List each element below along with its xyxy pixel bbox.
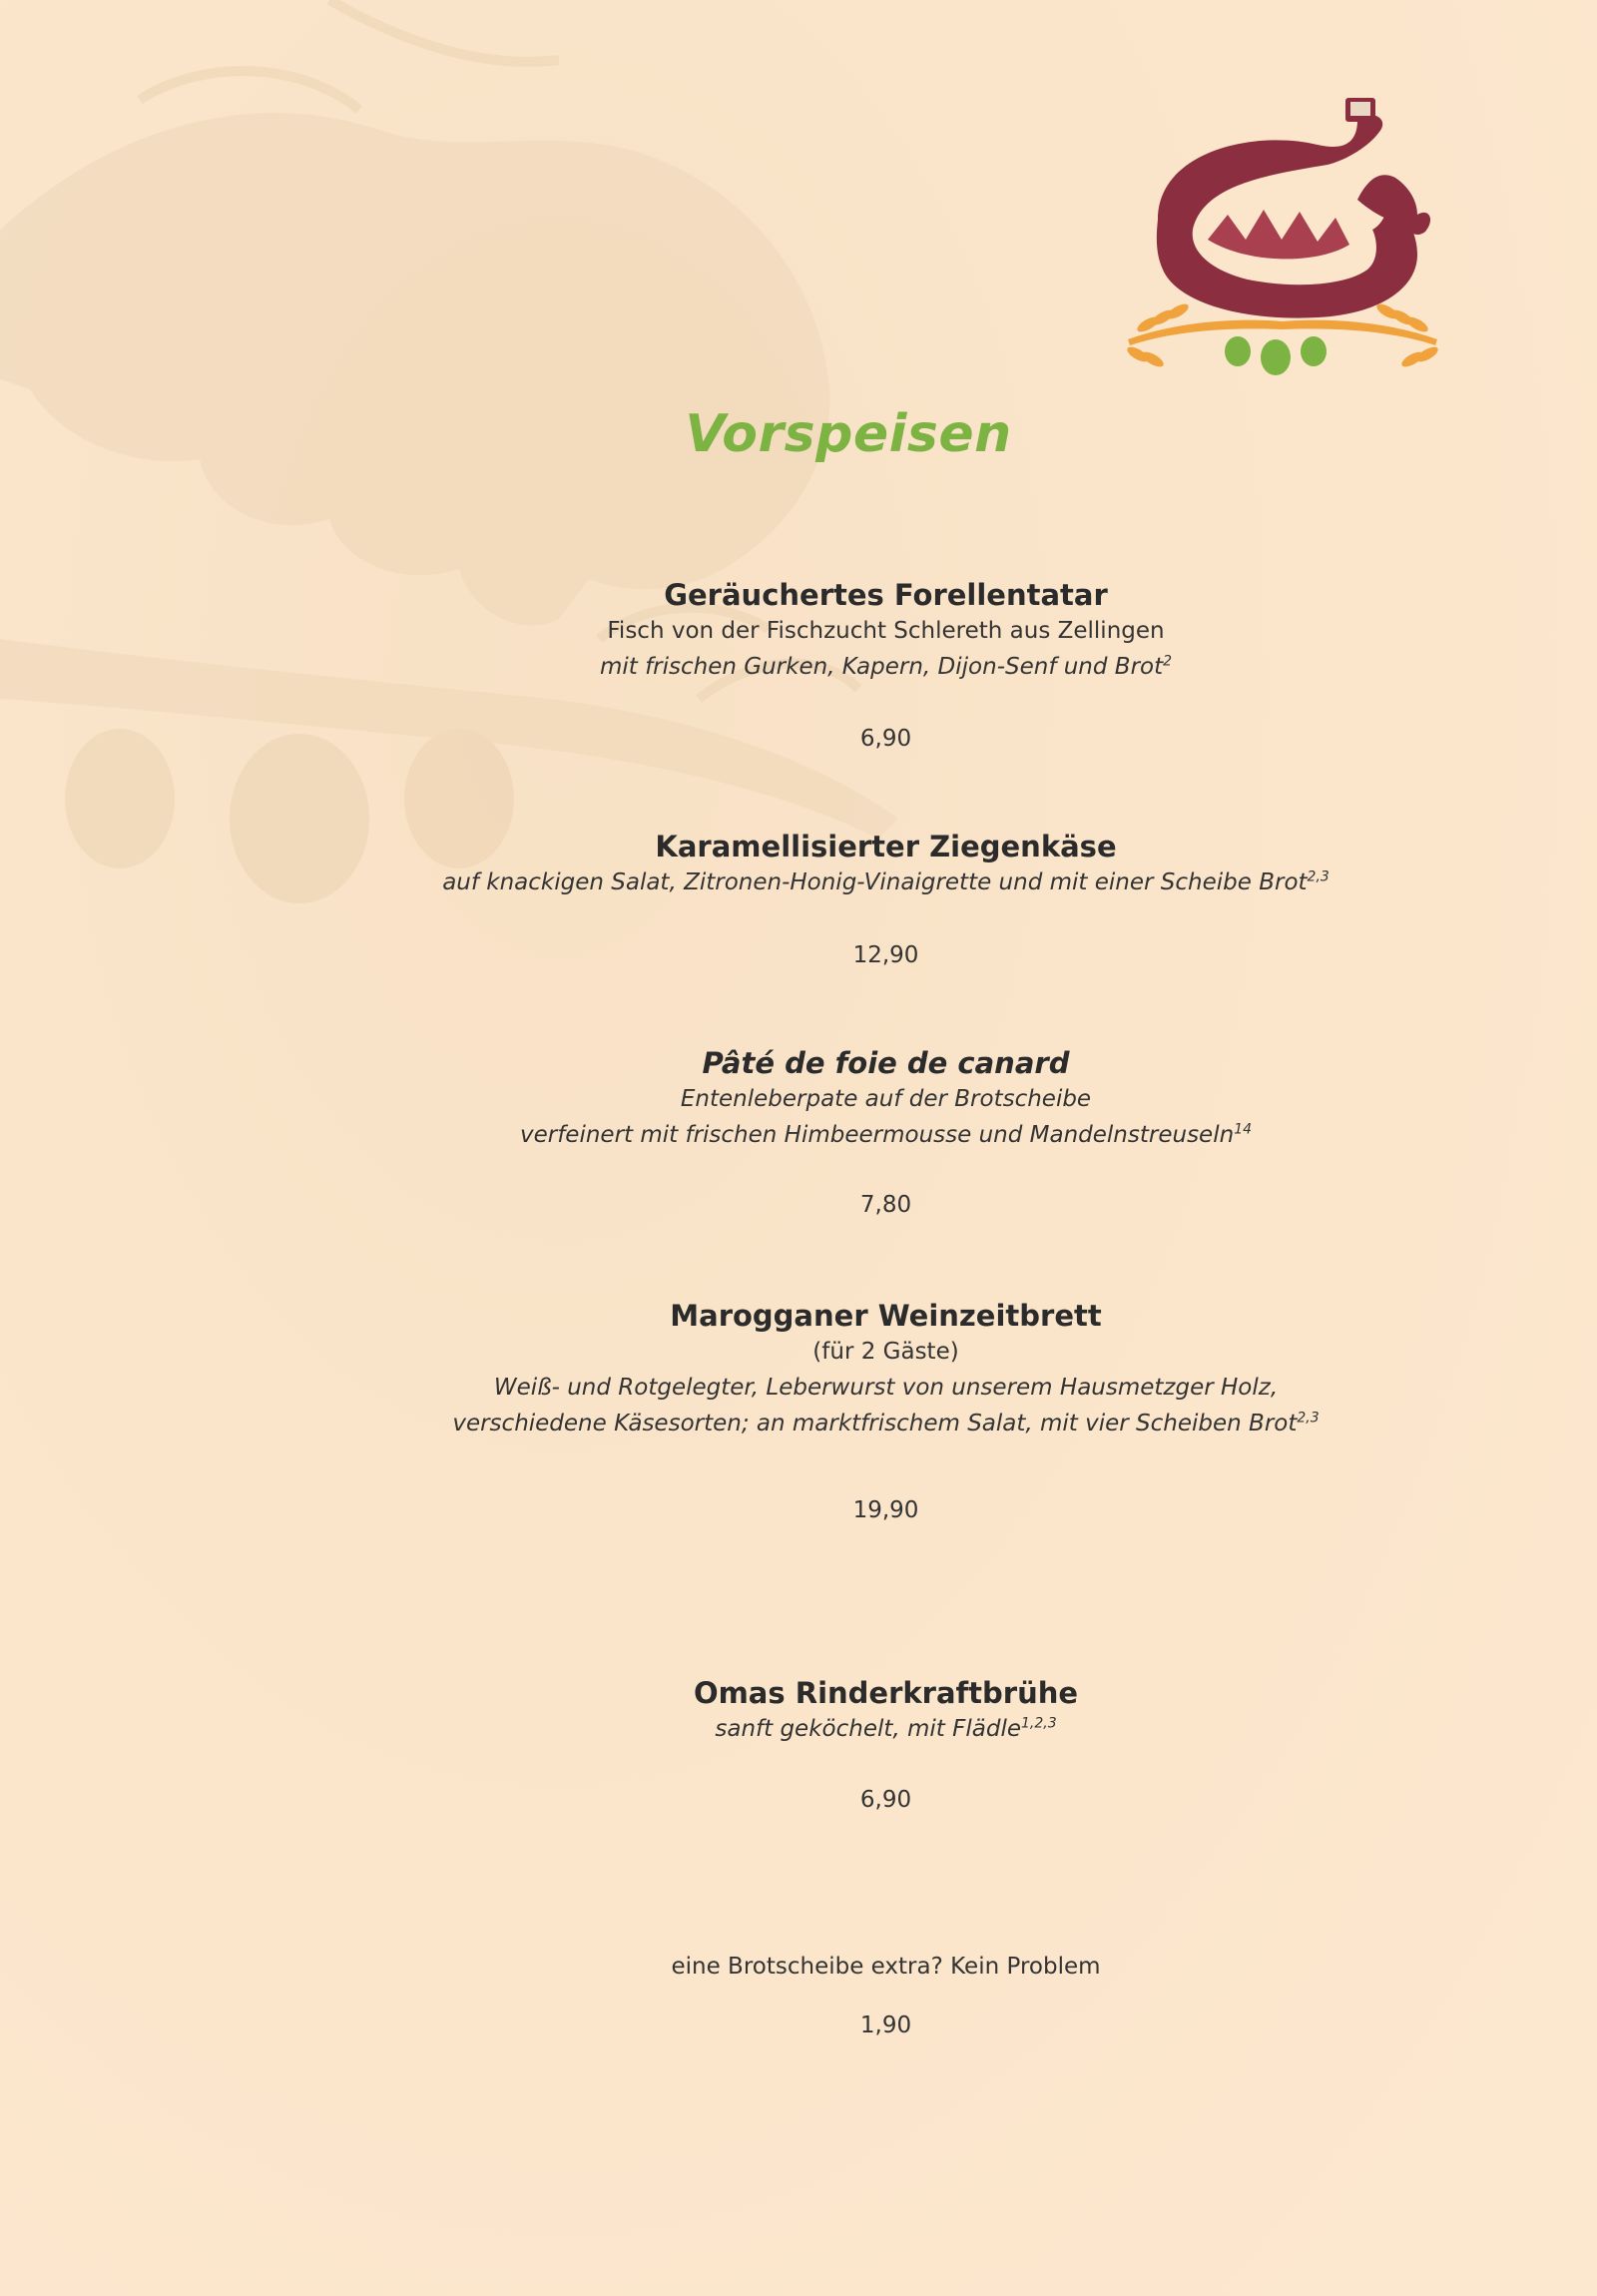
allergen-note: 14	[1234, 1121, 1253, 1138]
extra-price: 1,90	[859, 2012, 912, 2038]
allergen-note: 1,2,3	[1020, 1715, 1057, 1732]
item-name: Karamellisierter Ziegenkäse	[655, 830, 1117, 863]
item-description: verschiedene Käsesorten; an marktfrischem Salat, mit vier Scheiben Brot$^{2,3}$	[452, 1410, 1320, 1436]
menu-item	[0, 577, 1597, 685]
item-price: 19,90	[852, 1497, 919, 1523]
item-description: Fisch von der Fischzucht Schlereth aus Zellingen	[607, 618, 1165, 644]
item-description: (für 2 Gäste)	[812, 1339, 959, 1365]
item-description: sanft geköchelt, mit Flädle$^{1,2,3}$	[715, 1715, 1057, 1742]
item-price: 12,90	[852, 942, 919, 968]
allergen-note: 2,3	[1307, 868, 1330, 885]
item-name: Marogganer Weinzeitbrett	[670, 1299, 1102, 1333]
extra-note	[0, 1949, 1597, 1985]
item-name: Pâté de foie de canard	[702, 1046, 1070, 1080]
item-description: Weiß- und Rotgelegter, Leberwurst von unserem Hausmetzger Holz,	[493, 1375, 1279, 1401]
menu-item	[0, 1298, 1597, 1441]
page-title: Vorspeisen	[685, 404, 1012, 464]
item-description: verfeinert mit frischen Himbeermousse und Mandelnstreuseln$^{14}$	[519, 1121, 1253, 1148]
item-description: Entenleberpate auf der Brotscheibe	[680, 1086, 1092, 1112]
item-description: mit frischen Gurken, Kapern, Dijon-Senf und Brot$^2$	[599, 653, 1173, 680]
menu-item	[0, 1045, 1597, 1153]
menu-item	[0, 829, 1597, 900]
extra-text: eine Brotscheibe extra? Kein Problem	[671, 1954, 1101, 1980]
item-price: 6,90	[859, 1787, 912, 1813]
item-price: 6,90	[859, 726, 912, 752]
allergen-note: 2	[1163, 653, 1173, 670]
item-name: Omas Rinderkraftbrühe	[693, 1676, 1079, 1710]
item-description: auf knackigen Salat, Zitronen-Honig-Vinaigrette und mit einer Scheibe Brot$^{2,3}$	[442, 868, 1330, 895]
item-price: 7,80	[859, 1192, 912, 1218]
menu-item	[0, 1675, 1597, 1747]
allergen-note: 2,3	[1297, 1410, 1320, 1427]
item-name: Geräuchertes Forellentatar	[664, 578, 1108, 612]
